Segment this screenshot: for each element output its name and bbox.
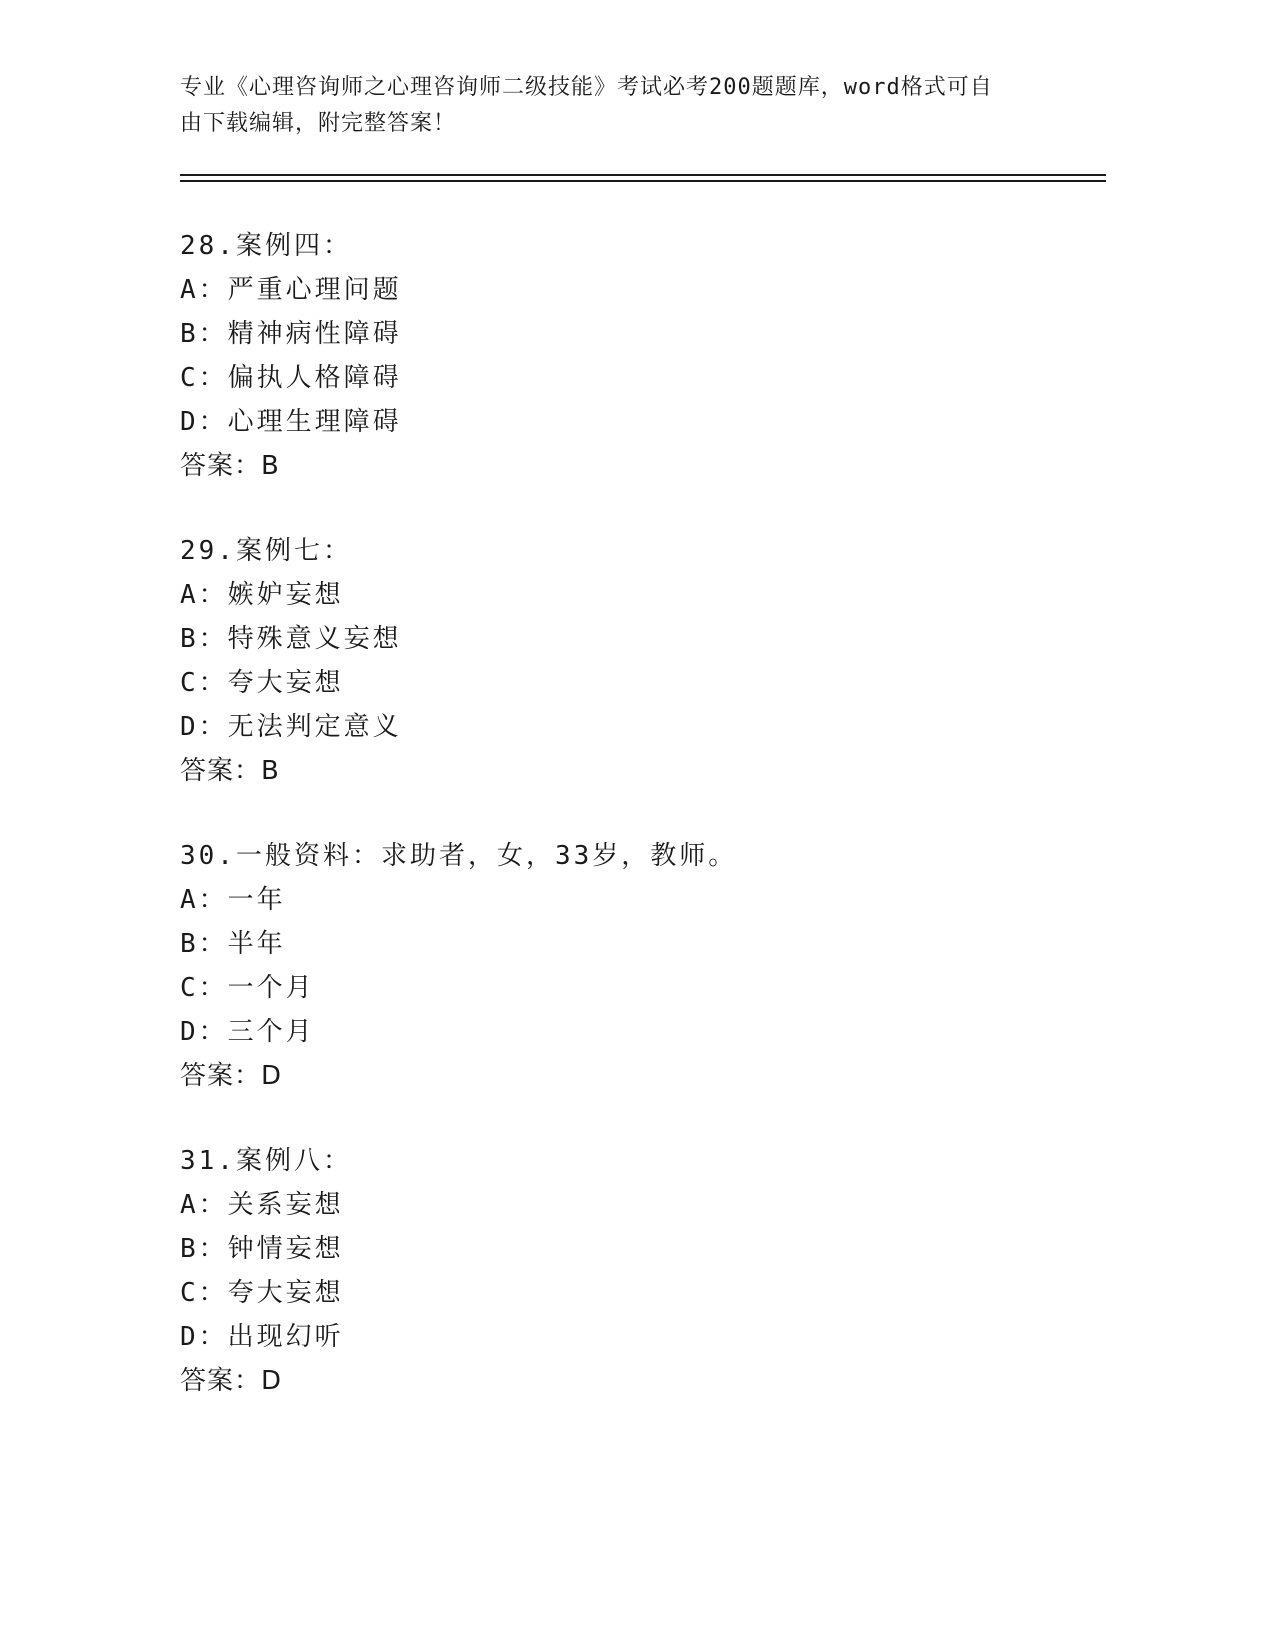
option-b: B：特殊意义妄想: [180, 624, 402, 654]
option-b: B：精神病性障碍: [180, 319, 402, 349]
option-d: D：心理生理障碍: [180, 407, 402, 437]
question-stem: 29.案例七：: [180, 536, 352, 566]
option-c: C：偏执人格障碍: [180, 363, 402, 393]
question-31: [180, 1139, 352, 1403]
option-a: A：一年: [180, 885, 286, 915]
option-c: C：一个月: [180, 973, 315, 1003]
question-29: [180, 529, 402, 793]
option-b: B：半年: [180, 929, 286, 959]
option-a: A：关系妄想: [180, 1190, 344, 1220]
question-30: [180, 834, 737, 1098]
option-a: A：嫉妒妄想: [180, 580, 344, 610]
question-stem: 28.案例四：: [180, 231, 352, 261]
header-line-1: 专业《心理咨询师之心理咨询师二级技能》考试必考200题题库，word格式可自: [180, 75, 993, 100]
option-b: B：钟情妄想: [180, 1234, 344, 1264]
option-a: A：严重心理问题: [180, 275, 402, 305]
option-d: D：三个月: [180, 1017, 315, 1047]
header-line-2: 由下载编辑，附完整答案！: [180, 111, 457, 136]
question-stem: 30.一般资料：求助者，女，33岁，教师。: [180, 841, 738, 871]
header-divider: [180, 174, 1106, 182]
option-c: C：夸大妄想: [180, 668, 344, 698]
document-header: [180, 70, 1060, 142]
question-stem: 31.案例八：: [180, 1146, 352, 1176]
option-c: C：夸大妄想: [180, 1278, 344, 1308]
question-28: [180, 224, 402, 488]
answer-line: 答案：B: [180, 756, 280, 786]
answer-line: 答案：D: [180, 1366, 283, 1396]
option-d: D：无法判定意义: [180, 712, 402, 742]
answer-line: 答案：B: [180, 451, 280, 481]
answer-line: 答案：D: [180, 1061, 283, 1091]
option-d: D：出现幻听: [180, 1322, 344, 1352]
